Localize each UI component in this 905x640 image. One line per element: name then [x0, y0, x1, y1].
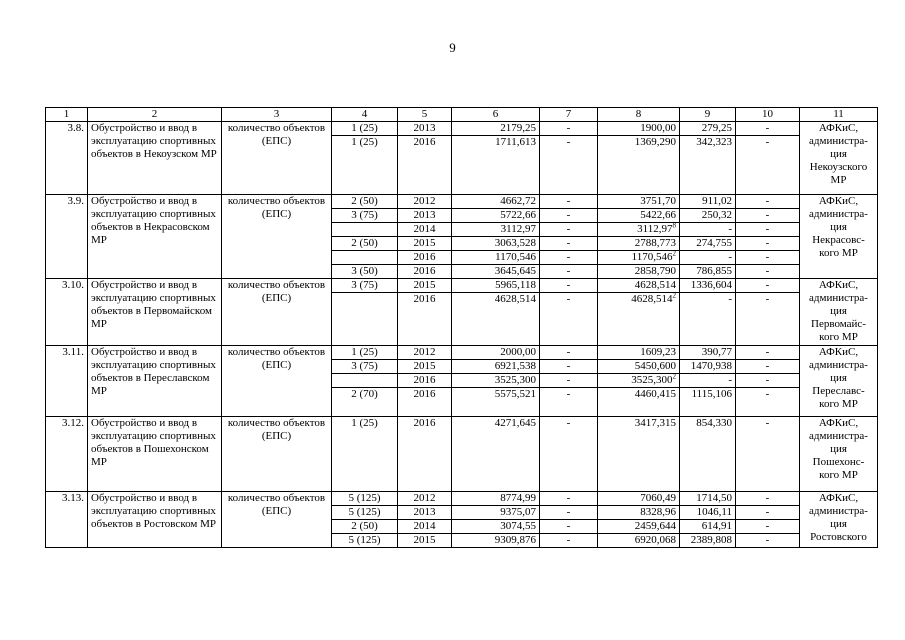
header-row	[46, 108, 878, 122]
column-7-cell: -	[540, 136, 598, 195]
column-7-cell: -	[540, 506, 598, 520]
column-7-cell: -	[540, 520, 598, 534]
column-9-cell: 1115,106	[680, 388, 736, 417]
column-10-cell: -	[736, 534, 800, 548]
quantity-cell	[332, 223, 398, 237]
unit-cell: количество объектов (ЕПС)	[222, 417, 332, 492]
column-10-cell: -	[736, 279, 800, 293]
column-8-cell	[598, 388, 680, 417]
measure-name-cell: Обустройство и ввод в эксплуатацию спортивных объектов в Некоузском МР	[88, 122, 222, 195]
column-9-cell: 854,330	[680, 417, 736, 492]
column-9-cell: -	[680, 293, 736, 346]
column-8-value: 2858,790	[634, 265, 676, 277]
column-8-value: 2459,644	[634, 520, 676, 532]
column-7-cell: -	[540, 417, 598, 492]
column-9-cell: 250,32	[680, 209, 736, 223]
row-number-cell: 3.8.	[46, 122, 88, 195]
header-cell: 8	[598, 108, 680, 122]
column-8-cell	[598, 520, 680, 534]
column-8-value: 8328,96	[640, 506, 676, 518]
quantity-cell: 2 (50)	[332, 520, 398, 534]
column-10-cell: -	[736, 237, 800, 251]
quantity-cell: 1 (25)	[332, 122, 398, 136]
executor-cell: АФКиС, администра-ция Ростовского	[800, 492, 878, 548]
column-9-cell: 1336,604	[680, 279, 736, 293]
column-8-value: 4628,514	[634, 279, 676, 291]
total-amount-cell: 3063,528	[452, 237, 540, 251]
footnote-mark: 2	[672, 291, 676, 300]
total-amount-cell: 3112,97	[452, 223, 540, 237]
table-row	[46, 492, 878, 506]
executor-cell: АФКиС, администра-ция Первомайс-кого МР	[800, 279, 878, 346]
measure-name-cell: Обустройство и ввод в эксплуатацию спортивных объектов в Некрасовском МР	[88, 195, 222, 279]
total-amount-cell: 2000,00	[452, 346, 540, 360]
column-8-value: 1369,290	[634, 136, 676, 148]
row-number-cell: 3.9.	[46, 195, 88, 279]
total-amount-cell: 4271,645	[452, 417, 540, 492]
column-8-cell	[598, 209, 680, 223]
column-9-cell: 279,25	[680, 122, 736, 136]
quantity-cell: 3 (75)	[332, 209, 398, 223]
column-8-cell	[598, 346, 680, 360]
column-8-cell	[598, 293, 680, 346]
column-9-cell: 274,755	[680, 237, 736, 251]
header-cell: 3	[222, 108, 332, 122]
year-cell: 2016	[398, 417, 452, 492]
page-number: 9	[449, 40, 456, 55]
column-8-cell	[598, 237, 680, 251]
column-10-cell: -	[736, 195, 800, 209]
year-cell: 2015	[398, 279, 452, 293]
year-cell: 2016	[398, 265, 452, 279]
column-10-cell: -	[736, 122, 800, 136]
column-8-cell	[598, 534, 680, 548]
year-cell: 2016	[398, 136, 452, 195]
column-8-value: 1170,546	[631, 251, 673, 263]
table-row	[46, 122, 878, 136]
column-8-cell	[598, 360, 680, 374]
column-8-cell	[598, 417, 680, 492]
executor-cell: АФКиС, администра-ция Некрасовс-кого МР	[800, 195, 878, 279]
column-9-cell: 1046,11	[680, 506, 736, 520]
column-9-cell: 911,02	[680, 195, 736, 209]
year-cell: 2016	[398, 374, 452, 388]
quantity-cell	[332, 293, 398, 346]
column-10-cell: -	[736, 346, 800, 360]
column-9-cell: -	[680, 223, 736, 237]
column-9-cell: 1714,50	[680, 492, 736, 506]
column-8-value: 7060,49	[640, 492, 676, 504]
quantity-cell	[332, 251, 398, 265]
total-amount-cell: 5965,118	[452, 279, 540, 293]
year-cell: 2015	[398, 237, 452, 251]
column-10-cell: -	[736, 293, 800, 346]
year-cell: 2013	[398, 122, 452, 136]
total-amount-cell: 9309,876	[452, 534, 540, 548]
measure-name-cell: Обустройство и ввод в эксплуатацию спортивных объектов в Переславском МР	[88, 346, 222, 417]
column-8-value: 4460,415	[634, 388, 676, 400]
year-cell: 2013	[398, 209, 452, 223]
unit-cell: количество объектов (ЕПС)	[222, 346, 332, 417]
column-9-cell: 786,855	[680, 265, 736, 279]
year-cell: 2012	[398, 195, 452, 209]
header-cell: 1	[46, 108, 88, 122]
total-amount-cell: 5575,521	[452, 388, 540, 417]
column-8-cell	[598, 136, 680, 195]
header-cell: 10	[736, 108, 800, 122]
column-8-value: 4628,514	[631, 293, 673, 305]
table-row	[46, 195, 878, 209]
column-9-cell: 2389,808	[680, 534, 736, 548]
total-amount-cell: 5722,66	[452, 209, 540, 223]
year-cell: 2014	[398, 223, 452, 237]
column-7-cell: -	[540, 251, 598, 265]
executor-cell: АФКиС, администра-ция Переславс-кого МР	[800, 346, 878, 417]
column-10-cell: -	[736, 251, 800, 265]
year-cell: 2015	[398, 534, 452, 548]
quantity-cell: 1 (25)	[332, 346, 398, 360]
column-9-cell: 342,323	[680, 136, 736, 195]
footnote-mark: 2	[672, 249, 676, 258]
unit-cell: количество объектов (ЕПС)	[222, 195, 332, 279]
column-9-cell: 1470,938	[680, 360, 736, 374]
header-cell: 11	[800, 108, 878, 122]
column-10-cell: -	[736, 417, 800, 492]
year-cell: 2016	[398, 293, 452, 346]
column-8-cell	[598, 279, 680, 293]
table-row	[46, 279, 878, 293]
year-cell: 2015	[398, 360, 452, 374]
column-10-cell: -	[736, 223, 800, 237]
quantity-cell: 5 (125)	[332, 492, 398, 506]
header-cell: 7	[540, 108, 598, 122]
quantity-cell: 3 (75)	[332, 360, 398, 374]
column-10-cell: -	[736, 136, 800, 195]
column-10-cell: -	[736, 360, 800, 374]
quantity-cell: 3 (50)	[332, 265, 398, 279]
measure-name-cell: Обустройство и ввод в эксплуатацию спортивных объектов в Пошехонском МР	[88, 417, 222, 492]
column-7-cell: -	[540, 265, 598, 279]
column-7-cell: -	[540, 388, 598, 417]
column-10-cell: -	[736, 374, 800, 388]
column-7-cell: -	[540, 360, 598, 374]
unit-cell: количество объектов (ЕПС)	[222, 122, 332, 195]
column-7-cell: -	[540, 223, 598, 237]
unit-cell: количество объектов (ЕПС)	[222, 492, 332, 548]
column-10-cell: -	[736, 265, 800, 279]
column-8-cell	[598, 223, 680, 237]
column-9-cell: 614,91	[680, 520, 736, 534]
row-number-cell: 3.13.	[46, 492, 88, 548]
column-7-cell: -	[540, 374, 598, 388]
year-cell: 2016	[398, 388, 452, 417]
column-7-cell: -	[540, 346, 598, 360]
column-8-value: 1900,00	[640, 122, 676, 134]
total-amount-cell: 2179,25	[452, 122, 540, 136]
column-9-cell: -	[680, 374, 736, 388]
quantity-cell: 5 (125)	[332, 506, 398, 520]
column-7-cell: -	[540, 279, 598, 293]
executor-cell: АФКиС, администра-ция Некоузского МР	[800, 122, 878, 195]
row-number-cell: 3.10.	[46, 279, 88, 346]
unit-cell: количество объектов (ЕПС)	[222, 279, 332, 346]
footnote-mark: 8	[672, 221, 676, 230]
column-8-cell	[598, 251, 680, 265]
column-8-value: 2788,773	[634, 237, 676, 249]
column-10-cell: -	[736, 520, 800, 534]
header-cell: 9	[680, 108, 736, 122]
header-cell: 2	[88, 108, 222, 122]
year-cell: 2014	[398, 520, 452, 534]
column-8-value: 1609,23	[640, 346, 676, 358]
column-9-cell: 390,77	[680, 346, 736, 360]
total-amount-cell: 4628,514	[452, 293, 540, 346]
year-cell: 2013	[398, 506, 452, 520]
column-8-value: 3525,300	[631, 374, 673, 386]
total-amount-cell: 1170,546	[452, 251, 540, 265]
year-cell: 2016	[398, 251, 452, 265]
column-8-value: 6920,068	[634, 534, 676, 546]
column-8-cell	[598, 506, 680, 520]
quantity-cell: 5 (125)	[332, 534, 398, 548]
column-8-cell	[598, 492, 680, 506]
row-number-cell: 3.11.	[46, 346, 88, 417]
row-number-cell: 3.12.	[46, 417, 88, 492]
column-9-cell: -	[680, 251, 736, 265]
column-10-cell: -	[736, 388, 800, 417]
total-amount-cell: 1711,613	[452, 136, 540, 195]
total-amount-cell: 3525,300	[452, 374, 540, 388]
column-8-value: 5422,66	[640, 209, 676, 221]
quantity-cell: 3 (75)	[332, 279, 398, 293]
column-7-cell: -	[540, 195, 598, 209]
quantity-cell	[332, 374, 398, 388]
header-cell: 5	[398, 108, 452, 122]
program-table	[45, 107, 878, 548]
total-amount-cell: 8774,99	[452, 492, 540, 506]
year-cell: 2012	[398, 492, 452, 506]
column-8-value: 3112,97	[637, 223, 673, 235]
column-8-value: 3417,315	[634, 417, 676, 429]
quantity-cell: 2 (70)	[332, 388, 398, 417]
quantity-cell: 2 (50)	[332, 237, 398, 251]
column-10-cell: -	[736, 506, 800, 520]
executor-cell: АФКиС, администра-ция Пошехонс-кого МР	[800, 417, 878, 492]
column-8-cell	[598, 122, 680, 136]
table-row	[46, 417, 878, 492]
column-8-cell	[598, 265, 680, 279]
header-cell: 6	[452, 108, 540, 122]
quantity-cell: 1 (25)	[332, 417, 398, 492]
column-8-cell	[598, 374, 680, 388]
total-amount-cell: 4662,72	[452, 195, 540, 209]
column-7-cell: -	[540, 209, 598, 223]
total-amount-cell: 3074,55	[452, 520, 540, 534]
column-8-value: 3751,70	[640, 195, 676, 207]
total-amount-cell: 9375,07	[452, 506, 540, 520]
column-7-cell: -	[540, 122, 598, 136]
quantity-cell: 2 (50)	[332, 195, 398, 209]
year-cell: 2012	[398, 346, 452, 360]
footnote-mark: 2	[672, 372, 676, 381]
column-10-cell: -	[736, 209, 800, 223]
column-10-cell: -	[736, 492, 800, 506]
table-row	[46, 346, 878, 360]
header-cell: 4	[332, 108, 398, 122]
measure-name-cell: Обустройство и ввод в эксплуатацию спортивных объектов в Ростовском МР	[88, 492, 222, 548]
total-amount-cell: 3645,645	[452, 265, 540, 279]
column-7-cell: -	[540, 492, 598, 506]
total-amount-cell: 6921,538	[452, 360, 540, 374]
column-7-cell: -	[540, 237, 598, 251]
column-8-value: 5450,600	[634, 360, 676, 372]
column-7-cell: -	[540, 534, 598, 548]
column-7-cell: -	[540, 293, 598, 346]
quantity-cell: 1 (25)	[332, 136, 398, 195]
column-8-cell	[598, 195, 680, 209]
measure-name-cell: Обустройство и ввод в эксплуатацию спортивных объектов в Первомайском МР	[88, 279, 222, 346]
